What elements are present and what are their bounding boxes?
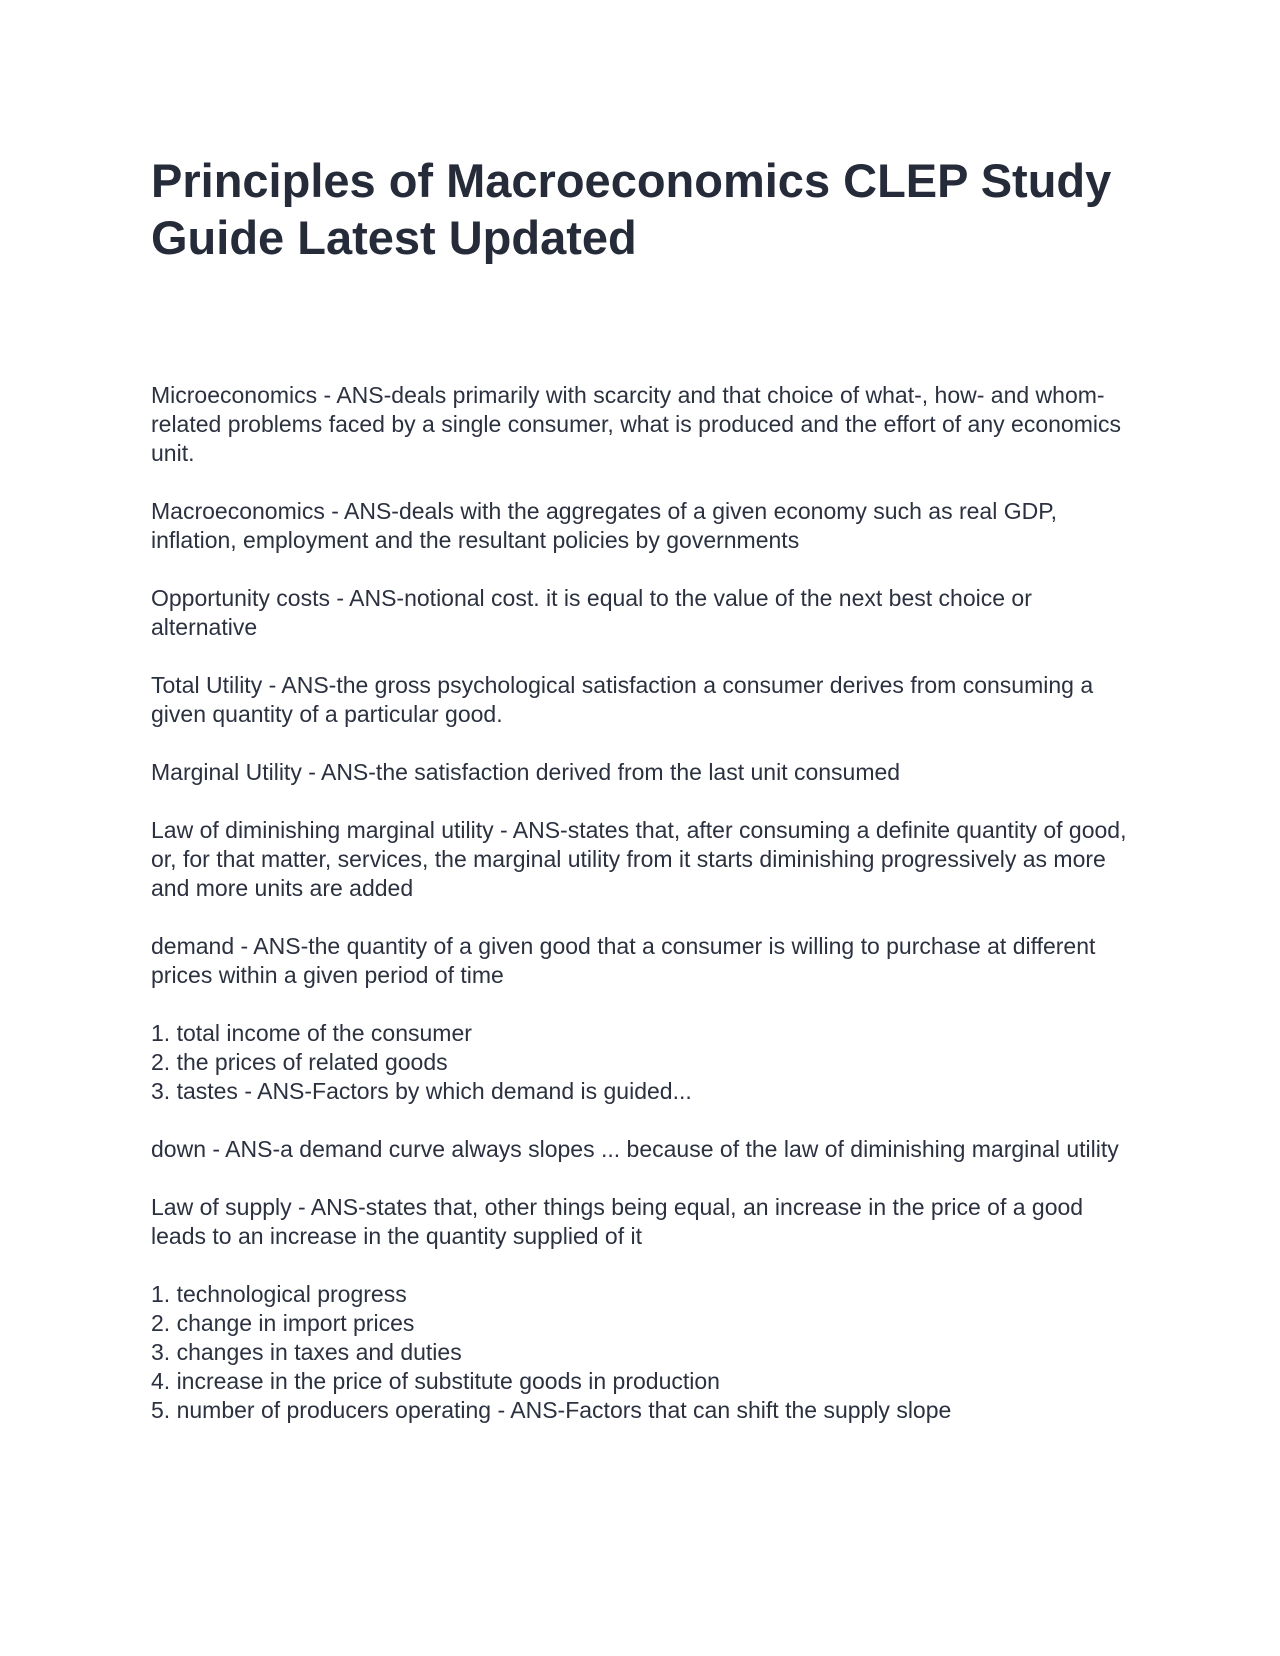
entry-opportunity-costs: Opportunity costs - ANS-notional cost. it is equal to the value of the next best choice or alternative [151,585,1032,640]
flashcard-list [151,381,1136,1425]
entry-supply-shift-factors: 1. technological progress 2. change in import prices 3. changes in taxes and duties 4. increase in the price of substitute goods in production 5. number of producers operating - ANS-Factors that can shift the supply slope [151,1281,952,1423]
entry-demand-curve-slope: down - ANS-a demand curve always slopes ... because of the law of diminishing marginal utility [151,1136,1119,1162]
entry-law-of-diminishing-marginal-utility: Law of diminishing marginal utility - ANS-states that, after consuming a definite quantity of good, or, for that matter, services, the marginal utility from it starts diminishing progressively as more and more units are added [151,817,1127,901]
entry-marginal-utility: Marginal Utility - ANS-the satisfaction derived from the last unit consumed [151,759,901,785]
entry-microeconomics: Microeconomics - ANS-deals primarily with scarcity and that choice of what-, how- and whom-related problems faced by a single consumer, what is produced and the effort of any economics unit. [151,382,1121,466]
entry-macroeconomics: Macroeconomics - ANS-deals with the aggregates of a given economy such as real GDP, inflation, employment and the resultant policies by governments [151,498,1057,553]
document-title: Principles of Macroeconomics CLEP Study Guide Latest Updated [151,154,1112,264]
entry-law-of-supply: Law of supply - ANS-states that, other things being equal, an increase in the price of a good leads to an increase in the quantity supplied of it [151,1194,1084,1249]
entry-total-utility: Total Utility - ANS-the gross psychological satisfaction a consumer derives from consuming a given quantity of a particular good. [151,672,1094,727]
entry-demand: demand - ANS-the quantity of a given good that a consumer is willing to purchase at different prices within a given period of time [151,933,1096,988]
entry-demand-factors: 1. total income of the consumer 2. the prices of related goods 3. tastes - ANS-Factors by which demand is guided... [151,1020,692,1104]
document-content [151,152,1136,1454]
